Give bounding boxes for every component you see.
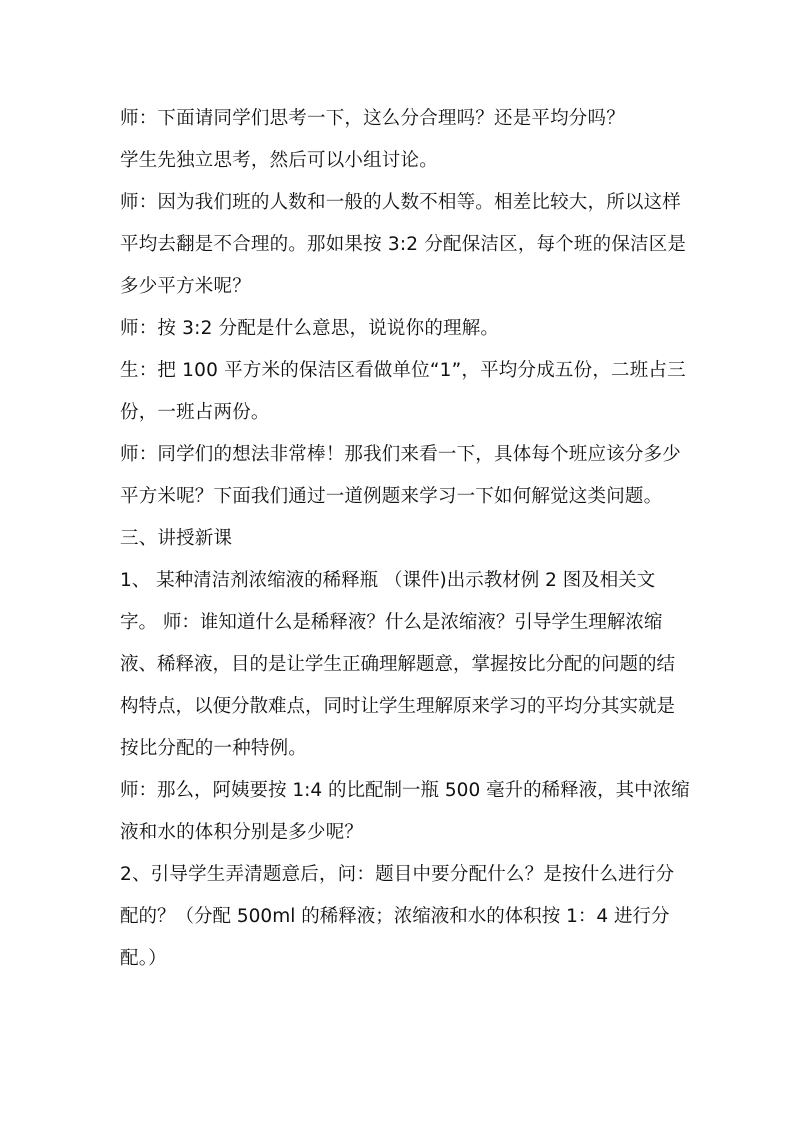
paragraph-line-18: 液和水的体积分别是多少呢？ [120, 822, 364, 843]
paragraph-line-7: 生：把 100 平方米的保洁区看做单位“1”，平均分成五份，二班占三 [120, 360, 686, 381]
paragraph-line-21: 配。） [120, 948, 167, 969]
paragraph-line-9: 师：同学们的想法非常棒！那我们来看一下，具体每个班应该分多少 [120, 444, 682, 465]
paragraph-line-5: 多少平方米呢？ [120, 276, 251, 297]
paragraph-line-1: 师：下面请同学们思考一下，这么分合理吗？还是平均分吗？ [120, 108, 625, 129]
paragraph-line-17: 师：那么，阿姨要按 1:4 的比配制一瓶 500 毫升的稀释液，其中浓缩 [120, 780, 690, 801]
paragraph-line-16: 按比分配的一种特例。 [120, 738, 308, 759]
section-heading: 三、讲授新课 [120, 528, 233, 549]
paragraph-line-3: 师：因为我们班的人数和一般的人数不相等。相差比较大，所以这样 [120, 192, 682, 213]
paragraph-line-15: 构特点，以便分散难点，同时让学生理解原来学习的平均分其实就是 [120, 696, 676, 717]
paragraph-line-14: 液、稀释液，目的是让学生正确理解题意，掌握按比分配的问题的结 [120, 654, 676, 675]
paragraph-line-8: 份，一班占两份。 [120, 402, 270, 423]
paragraph-line-4: 平均去翻是不合理的。那如果按 3:2 分配保洁区，每个班的保洁区是 [120, 234, 687, 255]
paragraph-line-6: 师：按 3:2 分配是什么意思，说说你的理解。 [120, 318, 500, 339]
paragraph-line-10: 平方米呢？下面我们通过一道例题来学习一下如何解觉这类问题。 [120, 486, 663, 507]
paragraph-line-19: 2、引导学生弄清题意后，问：题目中要分配什么？是按什么进行分 [120, 864, 675, 885]
paragraph-line-13: 字。 师：谁知道什么是稀释液？什么是浓缩液？引导学生理解浓缩 [120, 612, 663, 633]
paragraph-line-12: 1、 某种清洁剂浓缩液的稀释瓶 （课件)出示教材例 2 图及相关文 [120, 570, 656, 591]
paragraph-line-2: 学生先独立思考，然后可以小组讨论。 [120, 150, 438, 171]
paragraph-line-20: 配的？（分配 500ml 的稀释液；浓缩液和水的体积按 1：4 进行分 [120, 906, 670, 927]
